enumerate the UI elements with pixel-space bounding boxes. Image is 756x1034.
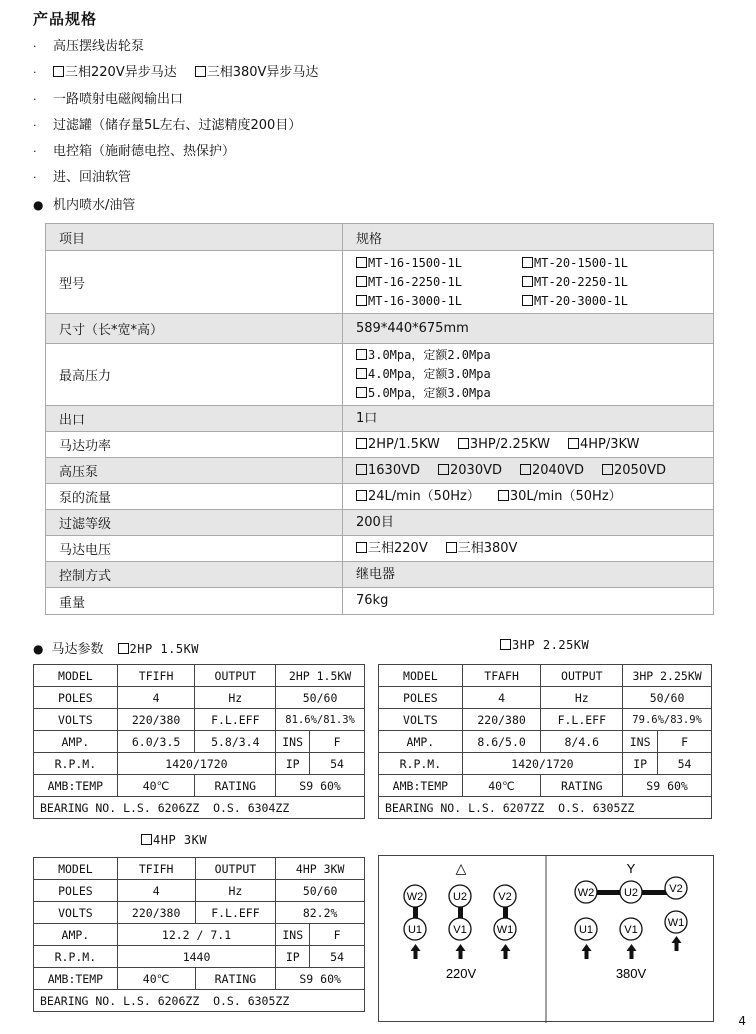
- table-row: [34, 665, 365, 687]
- label-poles: POLES: [34, 880, 118, 902]
- label-ins: INS: [276, 924, 310, 946]
- motor-params-heading: [33, 638, 199, 657]
- arrow-up-icon: [411, 944, 421, 959]
- amp2-value: 5.8/3.4: [195, 731, 276, 753]
- table-row: [34, 858, 365, 880]
- label-fl-eff: F.L.EFF: [541, 709, 623, 731]
- spec-value: [343, 344, 714, 406]
- rpm-value: 1420/1720: [117, 753, 275, 775]
- option-text: MT-16-1500-1L: [368, 255, 462, 270]
- label-ins: INS: [276, 731, 310, 753]
- amp-value: 8.6/5.0: [462, 731, 541, 753]
- label-model: MODEL: [379, 665, 463, 687]
- label-amb-temp: AMB:TEMP: [34, 775, 118, 797]
- option-text: 2030VD: [450, 462, 502, 478]
- feature-text: 高压摆线齿轮泵: [53, 39, 145, 54]
- label-amb-temp: AMB:TEMP: [34, 968, 118, 990]
- table-row: [379, 775, 712, 797]
- label-ip: IP: [623, 753, 658, 775]
- option-text: 5.0Mpa，定额3.0Mpa: [368, 386, 491, 400]
- checkbox[interactable]: [195, 66, 206, 77]
- feature-text: 三相220V异步马达: [65, 65, 177, 81]
- motor-table-4hp: [33, 857, 365, 1012]
- label-amp: AMP.: [34, 731, 118, 753]
- fl-eff-value: 81.6%/81.3%: [276, 709, 365, 731]
- table-row: [34, 731, 365, 753]
- label-model: MODEL: [34, 665, 118, 687]
- feature-item: [33, 165, 733, 191]
- table-row: [34, 797, 365, 819]
- delta-voltage: 220V: [445, 966, 477, 981]
- table-row: [34, 924, 365, 946]
- terminal-label: V2: [498, 891, 512, 903]
- table-row: [34, 880, 365, 902]
- checkbox[interactable]: [568, 438, 579, 449]
- volts-value: 220/380: [462, 709, 541, 731]
- checkbox[interactable]: [356, 438, 367, 449]
- checkbox[interactable]: [141, 834, 152, 845]
- table-row: [34, 902, 365, 924]
- fl-eff-value: 82.2%: [276, 902, 365, 924]
- table-row: [46, 406, 714, 432]
- option-text: 2HP/1.5KW: [368, 436, 440, 452]
- table-row: [46, 432, 714, 458]
- bearing-value: BEARING NO. L.S. 6206ZZ O.S. 6304ZZ: [34, 797, 365, 819]
- option-text: MT-16-2250-1L: [368, 274, 462, 289]
- rating-value: S9 60%: [276, 968, 365, 990]
- checkbox[interactable]: [118, 643, 129, 654]
- bullet-marker: ·: [33, 171, 37, 185]
- arrow-up-icon: [582, 944, 592, 959]
- feature-item: [33, 87, 733, 113]
- feature-item: [33, 192, 733, 218]
- checkbox[interactable]: [356, 490, 367, 501]
- option-text: 200目: [356, 514, 394, 530]
- feature-text: 三相380V异步马达: [206, 65, 319, 81]
- spec-key: 马达电压: [46, 536, 343, 562]
- checkbox[interactable]: [458, 438, 469, 449]
- spec-key: 尺寸（长*宽*高）: [46, 314, 343, 344]
- terminal-label: V1: [453, 924, 467, 936]
- terminal-label: W1: [496, 924, 514, 936]
- spec-key: 马达功率: [46, 432, 343, 458]
- hz-value: 50/60: [276, 880, 365, 902]
- volts-value: 220/380: [117, 902, 195, 924]
- option-text: MT-16-3000-1L: [368, 293, 462, 308]
- label-ip: IP: [276, 946, 310, 968]
- header-value: 规格: [343, 224, 714, 251]
- label-poles: POLES: [379, 687, 463, 709]
- option-text: 4.0Mpa，定额3.0Mpa: [368, 367, 491, 381]
- label-volts: VOLTS: [379, 709, 463, 731]
- option-text: 2050VD: [614, 462, 666, 478]
- table-row: [379, 797, 712, 819]
- amb-temp-value: 40℃: [117, 775, 195, 797]
- checkbox[interactable]: [356, 276, 367, 287]
- ip-value: 54: [658, 753, 712, 775]
- option-text: 589*440*675mm: [356, 320, 469, 336]
- label-model: MODEL: [34, 858, 118, 880]
- model-value: TFIFH: [117, 665, 195, 687]
- option-text: 24L/min（50Hz）: [368, 488, 480, 504]
- label-fl-eff: F.L.EFF: [195, 902, 276, 924]
- label-rating: RATING: [541, 775, 623, 797]
- table-row: [46, 251, 714, 314]
- table-header-row: [46, 224, 714, 251]
- terminal-label: U2: [452, 891, 468, 903]
- table-row: [46, 510, 714, 536]
- bullet-marker: ·: [33, 118, 37, 132]
- checkbox[interactable]: [498, 490, 509, 501]
- checkbox[interactable]: [522, 295, 533, 306]
- checkbox[interactable]: [602, 464, 613, 475]
- table-row: [379, 665, 712, 687]
- hz-value: 50/60: [276, 687, 365, 709]
- arrow-up-icon: [456, 944, 466, 959]
- checkbox[interactable]: [53, 66, 64, 77]
- feature-text: 电控箱（施耐德电控、热保护）: [53, 144, 236, 160]
- star-symbol: Y: [626, 861, 636, 876]
- poles-value: 4: [462, 687, 541, 709]
- motor-params-label: 马达参数: [51, 642, 104, 657]
- terminal-label: V2: [669, 883, 683, 895]
- table-row: [46, 562, 714, 588]
- checkbox[interactable]: [446, 542, 457, 553]
- output-value: 4HP 3KW: [276, 858, 365, 880]
- terminal-label: U2: [623, 887, 639, 899]
- table-row: [34, 753, 365, 775]
- spec-value: [343, 406, 714, 432]
- label-volts: VOLTS: [34, 709, 118, 731]
- model-value: TFIFH: [117, 858, 195, 880]
- table-row: [46, 484, 714, 510]
- checkbox[interactable]: [356, 368, 367, 379]
- ins-value: F: [310, 731, 365, 753]
- spec-key: 控制方式: [46, 562, 343, 588]
- spec-value: [343, 510, 714, 536]
- spec-value: [343, 562, 714, 588]
- spec-value: [343, 484, 714, 510]
- bullet-marker: ●: [33, 642, 44, 656]
- spec-key: 高压泵: [46, 458, 343, 484]
- label-ip: IP: [276, 753, 310, 775]
- option-text: 30L/min（50Hz）: [509, 488, 622, 504]
- hp3-heading: [500, 638, 589, 653]
- option-text: 2040VD: [532, 462, 584, 478]
- fl-eff-value: 79.6%/83.9%: [623, 709, 712, 731]
- star-voltage: 380V: [615, 966, 647, 981]
- label-fl-eff: F.L.EFF: [195, 709, 276, 731]
- option-text: 1630VD: [368, 462, 420, 478]
- label-amb-temp: AMB:TEMP: [379, 775, 463, 797]
- bearing-value: BEARING NO. L.S. 6207ZZ O.S. 6305ZZ: [379, 797, 712, 819]
- feature-item: [33, 60, 733, 86]
- option-text: MT-20-2250-1L: [534, 274, 628, 289]
- table-row: [379, 709, 712, 731]
- bullet-marker: ·: [33, 66, 37, 80]
- rating-value: S9 60%: [623, 775, 712, 797]
- table-row: [34, 946, 365, 968]
- option-text: 3HP/2.25KW: [469, 436, 550, 452]
- page-number: 4: [738, 1014, 746, 1028]
- arrow-up-icon: [627, 944, 637, 959]
- bullet-marker: ·: [33, 145, 37, 159]
- amb-temp-value: 40℃: [462, 775, 541, 797]
- feature-text: 一路喷射电磁阀输出口: [53, 91, 184, 107]
- spec-table: [45, 223, 714, 615]
- spec-key: 出口: [46, 406, 343, 432]
- option-text: 4HP/3KW: [580, 436, 640, 452]
- table-row: [34, 990, 365, 1012]
- option-text: MT-20-3000-1L: [534, 293, 628, 308]
- table-row: [34, 687, 365, 709]
- spec-value: [343, 536, 714, 562]
- terminal-label: V1: [624, 924, 638, 936]
- wiring-diagram: [378, 855, 714, 1022]
- table-row: [46, 344, 714, 406]
- hp2-caption: 2HP 1.5KW: [129, 642, 200, 656]
- spec-key: 重量: [46, 588, 343, 615]
- spec-key: 型号: [46, 251, 343, 314]
- checkbox[interactable]: [356, 464, 367, 475]
- amp2-value: 8/4.6: [541, 731, 623, 753]
- option-text: MT-20-1500-1L: [534, 255, 628, 270]
- checkbox[interactable]: [356, 349, 367, 360]
- model-value: TFAFH: [462, 665, 541, 687]
- spec-value: [343, 588, 714, 615]
- ins-value: F: [310, 924, 365, 946]
- rating-value: S9 60%: [276, 775, 365, 797]
- spec-value: [343, 314, 714, 344]
- volts-value: 220/380: [117, 709, 195, 731]
- feature-item: [33, 34, 733, 60]
- bullet-marker: ·: [33, 92, 37, 106]
- terminal-label: U1: [578, 924, 594, 936]
- feature-text: 进、回油软管: [53, 170, 132, 186]
- table-row: [46, 536, 714, 562]
- label-poles: POLES: [34, 687, 118, 709]
- option-text: 1口: [356, 410, 378, 426]
- spec-key: 过滤等级: [46, 510, 343, 536]
- checkbox[interactable]: [356, 542, 367, 553]
- label-rating: RATING: [195, 775, 276, 797]
- output-value: 2HP 1.5KW: [276, 665, 365, 687]
- feature-item: [33, 139, 733, 165]
- spec-value: [343, 251, 714, 314]
- label-hz: Hz: [195, 880, 276, 902]
- hp4-caption: 4HP 3KW: [153, 833, 208, 847]
- label-ins: INS: [623, 731, 658, 753]
- option-text: 三相380V: [457, 540, 518, 556]
- motor-table-3hp: [378, 664, 712, 819]
- feature-list: [33, 34, 733, 218]
- poles-value: 4: [117, 687, 195, 709]
- checkbox[interactable]: [522, 257, 533, 268]
- output-value: 3HP 2.25KW: [623, 665, 712, 687]
- table-row: [34, 968, 365, 990]
- arrow-up-icon: [672, 936, 682, 951]
- feature-item: [33, 113, 733, 139]
- motor-table-2hp: [33, 664, 365, 819]
- feature-text: 过滤罐（储存量5L左右、过滤精度200目）: [53, 117, 302, 133]
- arrow-up-icon: [501, 944, 511, 959]
- label-rpm: R.P.M.: [34, 946, 118, 968]
- label-output: OUTPUT: [195, 858, 276, 880]
- table-row: [46, 588, 714, 615]
- spec-value: [343, 432, 714, 458]
- header-key: 项目: [46, 224, 343, 251]
- hz-value: 50/60: [623, 687, 712, 709]
- table-row: [379, 687, 712, 709]
- checkbox[interactable]: [356, 387, 367, 398]
- checkbox[interactable]: [356, 257, 367, 268]
- amp-value: 6.0/3.5: [117, 731, 195, 753]
- option-text: 继电器: [356, 566, 396, 582]
- table-row: [379, 753, 712, 775]
- label-hz: Hz: [195, 687, 276, 709]
- spec-key: 泵的流量: [46, 484, 343, 510]
- table-row: [34, 775, 365, 797]
- table-row: [46, 314, 714, 344]
- checkbox[interactable]: [520, 464, 531, 475]
- label-amp: AMP.: [34, 924, 118, 946]
- amp-value: 12.2 / 7.1: [117, 924, 276, 946]
- label-output: OUTPUT: [195, 665, 276, 687]
- label-volts: VOLTS: [34, 902, 118, 924]
- hp4-heading: [141, 833, 207, 848]
- page-title: 产品规格: [33, 10, 98, 28]
- wiring-svg: [379, 856, 715, 1023]
- checkbox[interactable]: [356, 295, 367, 306]
- option-text: 三相220V: [368, 540, 428, 556]
- delta-symbol: △: [455, 860, 467, 876]
- hp3-caption: 3HP 2.25KW: [512, 638, 590, 652]
- terminal-label: W2: [577, 887, 595, 899]
- label-amp: AMP.: [379, 731, 463, 753]
- table-row: [46, 458, 714, 484]
- label-output: OUTPUT: [541, 665, 623, 687]
- feature-text: 机内喷水/油管: [53, 197, 136, 213]
- bullet-marker: ·: [33, 40, 37, 53]
- bearing-value: BEARING NO. L.S. 6206ZZ O.S. 6305ZZ: [34, 990, 365, 1012]
- rpm-value: 1440: [117, 946, 276, 968]
- label-rating: RATING: [195, 968, 276, 990]
- spec-value: [343, 458, 714, 484]
- option-text: 76kg: [356, 593, 389, 608]
- table-row: [379, 731, 712, 753]
- checkbox[interactable]: [438, 464, 449, 475]
- terminal-label: W2: [406, 891, 424, 903]
- ip-value: 54: [310, 946, 365, 968]
- ip-value: 54: [310, 753, 365, 775]
- rpm-value: 1420/1720: [462, 753, 622, 775]
- label-hz: Hz: [541, 687, 623, 709]
- table-row: [34, 709, 365, 731]
- ins-value: F: [658, 731, 712, 753]
- option-text: 3.0Mpa，定额2.0Mpa: [368, 348, 491, 362]
- checkbox[interactable]: [522, 276, 533, 287]
- delta-arrows: [411, 944, 511, 959]
- bullet-marker: ●: [33, 197, 44, 212]
- terminal-label: U1: [407, 924, 423, 936]
- checkbox[interactable]: [500, 639, 511, 650]
- poles-value: 4: [117, 880, 195, 902]
- amb-temp-value: 40℃: [117, 968, 195, 990]
- terminal-label: W1: [667, 917, 685, 929]
- label-rpm: R.P.M.: [34, 753, 118, 775]
- spec-key: 最高压力: [46, 344, 343, 406]
- label-rpm: R.P.M.: [379, 753, 463, 775]
